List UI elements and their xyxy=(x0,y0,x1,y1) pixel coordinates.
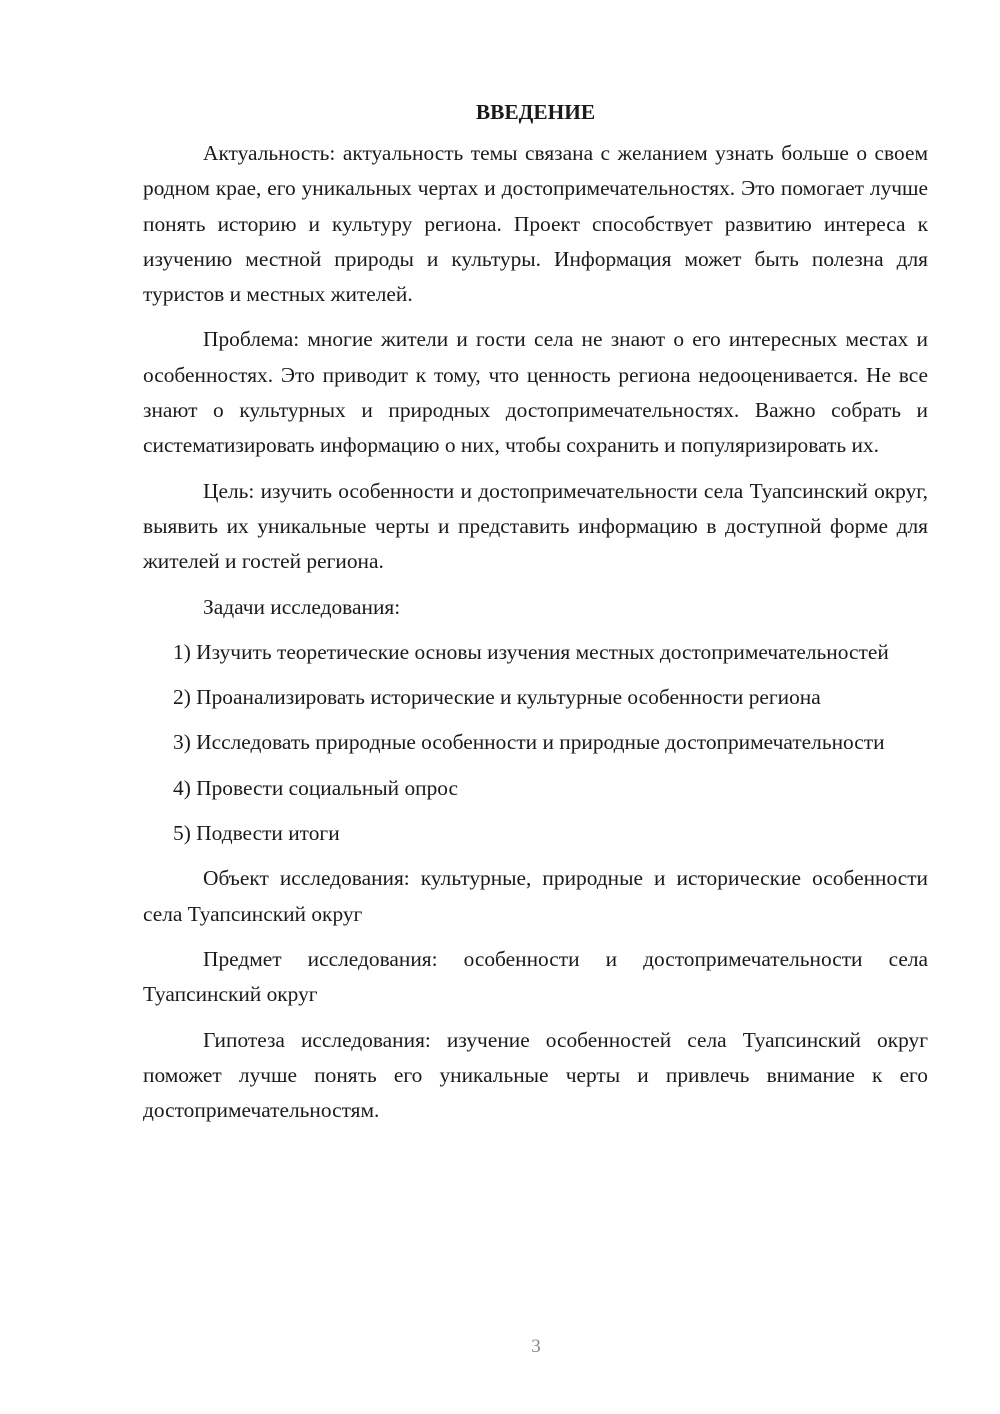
task-item: 1) Изучить теоретические основы изучения местных достопримечательностей xyxy=(173,639,889,664)
paragraph-relevance: Актуальность: актуальность темы связана с желанием узнать больше о своем родном крае, его уникальных чертах и достопримечательностях. Это помогает лучше понять историю и культуру региона. Проект способствует развитию интереса к изучению местной природы и культуры. Информация может быть полезна для туристов и местных жителей. xyxy=(143,141,928,307)
paragraph-problem: Проблема: многие жители и гости села не знают о его интересных местах и особенностях. Это приводит к тому, что ценность региона недооценивается. Не все знают о культурных и природных достопримечательностях. Важно собрать и систематизировать информацию о них, чтобы сохранить и популяризировать их. xyxy=(143,327,928,458)
paragraph-object: Объект исследования: культурные, природные и исторические особенности села Туапсинский округ xyxy=(143,866,928,926)
page-content xyxy=(143,97,928,1138)
paragraph-subject: Предмет исследования: особенности и достопримечательности села Туапсинский округ xyxy=(143,946,928,1007)
tasks-heading: Задачи исследования: xyxy=(203,594,401,619)
paragraph-hypothesis: Гипотеза исследования: изучение особенностей села Туапсинский округ поможет лучше понять его уникальные черты и привлечь внимание к его достопримечательностям. xyxy=(143,1027,928,1123)
task-item: 3) Исследовать природные особенности и природные достопримечательности xyxy=(173,730,885,755)
paragraph-goal: Цель: изучить особенности и достопримечательности села Туапсинский округ, выявить их уникальные черты и представить информацию в доступной форме для жителей и гостей региона. xyxy=(143,478,928,574)
task-item: 5) Подвести итоги xyxy=(173,821,340,846)
task-item: 4) Провести социальный опрос xyxy=(173,775,459,800)
task-item: 2) Проанализировать исторические и культурные особенности региона xyxy=(173,685,821,710)
section-title: ВВЕДЕНИЕ xyxy=(475,100,596,124)
page-number: 3 xyxy=(531,1336,541,1357)
